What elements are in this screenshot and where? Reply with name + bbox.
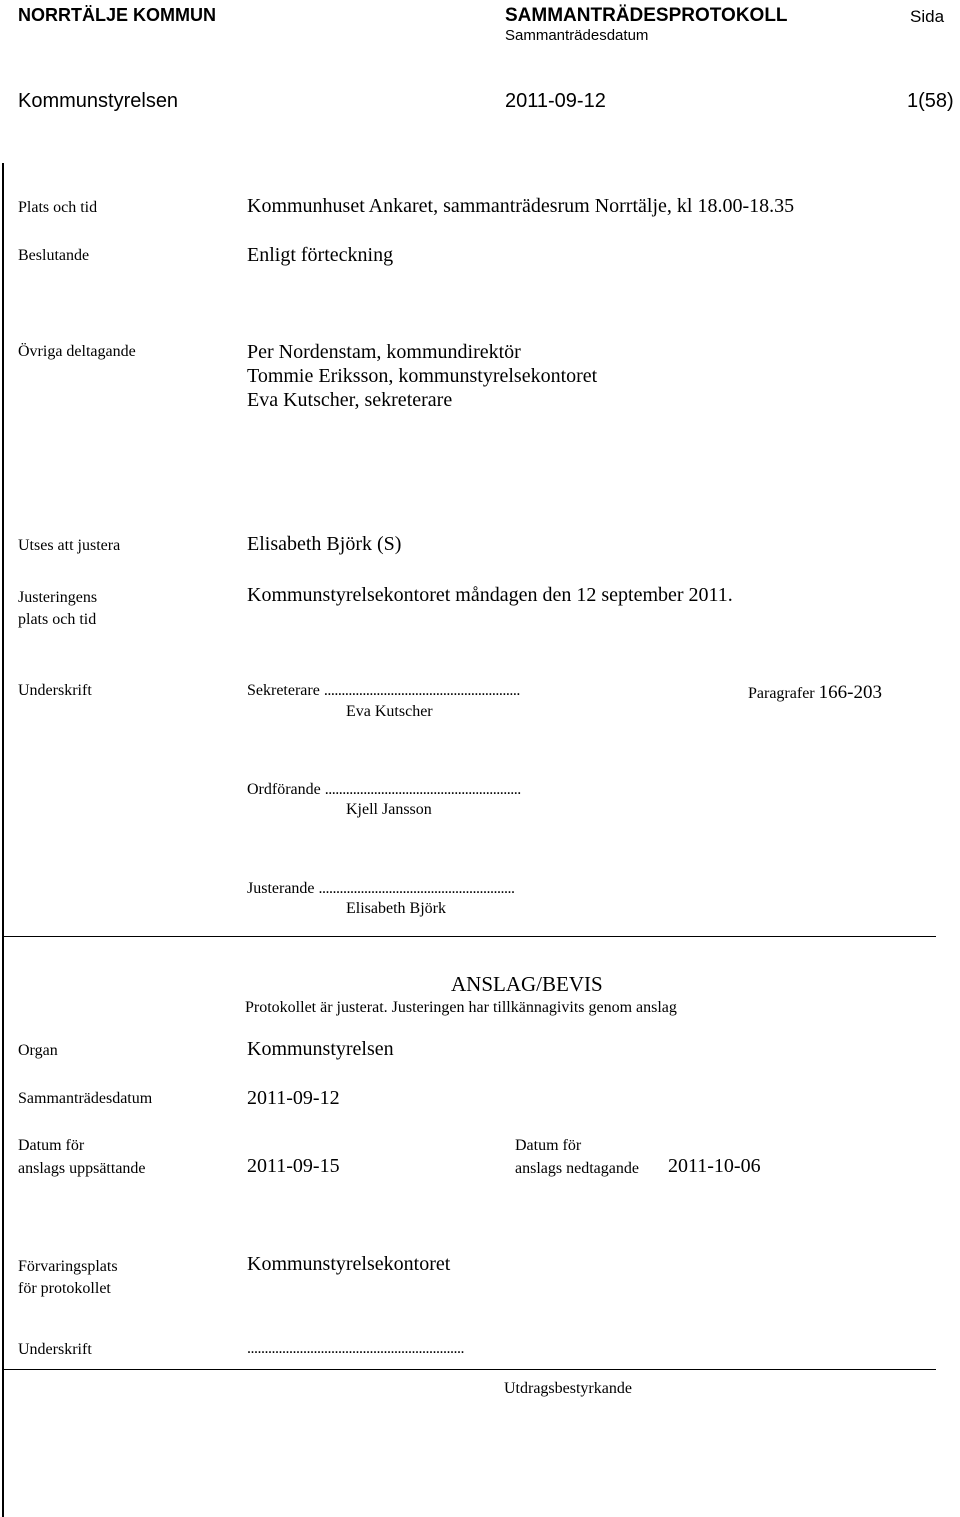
notice-subtitle: Protokollet är justerat. Justeringen har tillkännagivits genom anslag [245,999,677,1016]
notice-separator-top [2,936,936,937]
secretary-role-text: Sekreterare [247,682,320,699]
page-label: Sida [910,7,945,26]
notice-meeting-date-value: 2011-09-12 [247,1087,340,1109]
secretary-role [247,682,520,700]
removed-label [515,1134,639,1180]
signature-line: ........................................................ [323,682,520,699]
place-value: Kommunhuset Ankaret, sammanträdesrum Norrtälje, kl 18.00-18.35 [247,195,795,217]
adjuster-role-text: Justerande [247,880,315,897]
adjuster-value: Elisabeth Björk (S) [247,533,402,555]
adjust-place-label-line1: Justeringens [18,589,98,606]
storage-label-line1: Förvaringsplats [18,1258,118,1275]
notice-signature-line: .............................................................. [247,1340,464,1357]
secretary-name: Eva Kutscher [346,703,433,720]
storage-value: Kommunstyrelsekontoret [247,1253,451,1275]
certify-label: Utdragsbestyrkande [504,1380,632,1397]
paragraphs-value: 166-203 [818,682,882,703]
adjust-place-value: Kommunstyrelsekontoret måndagen den 12 september 2011. [247,584,733,606]
municipality-name: NORRTÄLJE KOMMUN [18,5,216,25]
removed-value: 2011-10-06 [668,1155,761,1177]
organ-value: Kommunstyrelsen [247,1038,394,1060]
notice-title: ANSLAG/BEVIS [451,972,603,996]
notice-signature-label: Underskrift [18,1341,92,1358]
deciding-label: Beslutande [18,247,90,264]
paragraphs [748,682,882,704]
notice-meeting-date-label: Sammanträdesdatum [18,1090,153,1107]
posted-value: 2011-09-15 [247,1155,340,1177]
chair-role [247,781,521,799]
meeting-date: 2011-09-12 [505,90,606,112]
adjuster-role [247,880,515,898]
storage-label-line2: för protokollet [18,1280,111,1297]
posted-label-line2: anslags uppsättande [18,1160,146,1177]
list-item: Tommie Eriksson, kommunstyrelsekontoret [247,365,598,387]
frame-left-border [2,163,4,1517]
signature-line: ........................................................ [318,880,515,897]
signature-line: ........................................................ [324,781,521,798]
list-item: Eva Kutscher, sekreterare [247,389,453,411]
body-name: Kommunstyrelsen [18,90,179,112]
list-item: Per Nordenstam, kommundirektör [247,341,521,363]
signature-label: Underskrift [18,682,92,699]
organ-label: Organ [18,1042,58,1059]
storage-label [18,1256,118,1300]
adjust-place-label [18,587,97,631]
chair-role-text: Ordförande [247,781,321,798]
posted-label [18,1134,146,1180]
removed-label-line2: anslags nedtagande [515,1160,639,1177]
others-list [247,340,597,412]
others-label: Övriga deltagande [18,343,136,360]
place-label: Plats och tid [18,199,98,216]
chair-name: Kjell Jansson [346,801,432,818]
meeting-date-header-label: Sammanträdesdatum [505,27,649,44]
notice-separator-bottom [2,1369,936,1370]
paragraphs-label: Paragrafer [748,685,815,702]
removed-label-line1: Datum för [515,1137,582,1154]
document-type: SAMMANTRÄDESPROTOKOLL [505,5,788,26]
page-number: 1(58) [907,90,954,112]
deciding-value: Enligt förteckning [247,244,394,266]
adjuster-name: Elisabeth Björk [346,900,446,917]
adjust-place-label-line2: plats och tid [18,611,97,628]
adjuster-label: Utses att justera [18,537,121,554]
posted-label-line1: Datum för [18,1137,85,1154]
